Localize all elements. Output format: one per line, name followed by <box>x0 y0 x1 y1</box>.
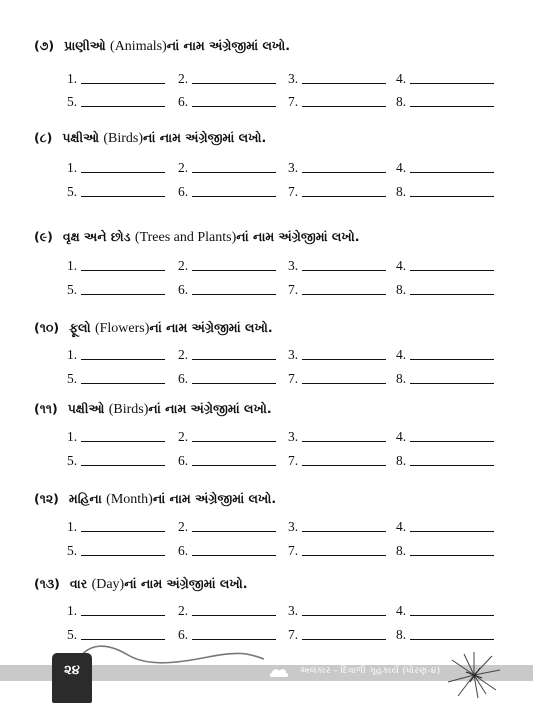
item-number: 4. <box>396 603 407 618</box>
item-number: 1. <box>67 603 78 618</box>
question-english: (Day) <box>91 577 125 592</box>
answer-blank[interactable] <box>81 531 165 532</box>
answer-item[interactable] <box>288 94 298 110</box>
answer-item[interactable] <box>396 347 406 363</box>
question-number: (૧૧) <box>34 401 58 416</box>
answer-blank[interactable] <box>410 555 494 556</box>
item-number: 3. <box>288 603 299 618</box>
answer-blank[interactable] <box>410 83 494 84</box>
answer-blank[interactable] <box>192 615 276 616</box>
answer-item[interactable] <box>396 258 406 274</box>
answer-item[interactable] <box>178 160 188 176</box>
answer-blank[interactable] <box>302 555 386 556</box>
item-number: 7. <box>288 627 299 642</box>
answer-item[interactable] <box>67 519 77 535</box>
item-number: 6. <box>178 94 189 109</box>
item-number: 7. <box>288 371 299 386</box>
page-number-badge <box>52 653 92 703</box>
item-number: 5. <box>67 94 78 109</box>
answer-blank[interactable] <box>302 294 386 295</box>
answer-item[interactable] <box>178 184 188 200</box>
answer-item[interactable] <box>288 429 298 445</box>
answer-item[interactable] <box>178 347 188 363</box>
answer-item[interactable] <box>396 94 406 110</box>
item-number: 7. <box>288 184 299 199</box>
question-number: (૭) <box>34 38 55 53</box>
answer-blank[interactable] <box>410 270 494 271</box>
answer-item[interactable] <box>396 453 406 469</box>
item-number: 8. <box>396 184 407 199</box>
item-number: 2. <box>178 429 189 444</box>
answer-blank[interactable] <box>81 555 165 556</box>
answer-blank[interactable] <box>192 465 276 466</box>
item-number: 5. <box>67 371 78 386</box>
answer-item[interactable] <box>178 71 188 87</box>
question-number: (૧૦) <box>34 320 60 335</box>
answer-item[interactable] <box>288 160 298 176</box>
answer-blank[interactable] <box>81 294 165 295</box>
question-title <box>34 229 360 246</box>
answer-item[interactable] <box>396 160 406 176</box>
item-number: 5. <box>67 184 78 199</box>
answer-blank[interactable] <box>410 441 494 442</box>
question-prefix: ફૂલો <box>69 320 95 335</box>
answer-blank[interactable] <box>302 465 386 466</box>
answer-blank[interactable] <box>81 172 165 173</box>
answer-blank[interactable] <box>192 531 276 532</box>
question-number: (૧૨) <box>34 491 59 506</box>
answer-item[interactable] <box>288 282 298 298</box>
cloud-icon <box>268 667 290 679</box>
answer-item[interactable] <box>178 371 188 387</box>
answer-item[interactable] <box>396 71 406 87</box>
item-number: 1. <box>67 429 78 444</box>
item-number: 5. <box>67 453 78 468</box>
item-number: 3. <box>288 160 299 175</box>
answer-item[interactable] <box>288 71 298 87</box>
question-suffix: નાં નામ અંગ્રેજીમાં લખો. <box>152 491 277 506</box>
item-number: 1. <box>67 71 78 86</box>
answer-item[interactable] <box>288 371 298 387</box>
answer-item[interactable] <box>396 543 406 559</box>
answer-blank[interactable] <box>302 196 386 197</box>
answer-blank[interactable] <box>302 359 386 360</box>
answer-row <box>0 453 533 469</box>
question-title <box>34 401 272 418</box>
item-number: 8. <box>396 543 407 558</box>
answer-row <box>0 94 533 110</box>
page-number: ૨૪ <box>64 663 80 678</box>
answer-item[interactable] <box>396 627 406 643</box>
answer-item[interactable] <box>288 543 298 559</box>
item-number: 1. <box>67 160 78 175</box>
answer-item[interactable] <box>178 453 188 469</box>
sparkle-burst-icon <box>444 650 504 700</box>
answer-blank[interactable] <box>410 196 494 197</box>
item-number: 5. <box>67 282 78 297</box>
question-suffix: નાં નામ અંગ્રેજીમાં લખો. <box>148 401 272 416</box>
answer-item[interactable] <box>288 184 298 200</box>
answer-blank[interactable] <box>302 383 386 384</box>
item-number: 5. <box>67 627 78 642</box>
answer-row <box>0 282 533 298</box>
answer-blank[interactable] <box>410 294 494 295</box>
item-number: 3. <box>288 71 299 86</box>
item-number: 6. <box>178 282 189 297</box>
answer-item[interactable] <box>178 258 188 274</box>
answer-item[interactable] <box>288 347 298 363</box>
answer-item[interactable] <box>396 603 406 619</box>
answer-item[interactable] <box>67 347 77 363</box>
question-prefix: પ્રાણીઓ <box>64 38 111 53</box>
answer-blank[interactable] <box>410 615 494 616</box>
question-english: (Animals) <box>110 39 167 54</box>
answer-blank[interactable] <box>192 441 276 442</box>
answer-blank[interactable] <box>81 615 165 616</box>
item-number: 4. <box>396 258 407 273</box>
answer-blank[interactable] <box>192 106 276 107</box>
answer-blank[interactable] <box>192 172 276 173</box>
answer-row <box>0 184 533 200</box>
answer-blank[interactable] <box>81 359 165 360</box>
answer-item[interactable] <box>396 519 406 535</box>
answer-item[interactable] <box>178 543 188 559</box>
answer-blank[interactable] <box>192 270 276 271</box>
question-prefix: પક્ષીઓ <box>62 130 104 145</box>
answer-item[interactable] <box>67 543 77 559</box>
item-number: 4. <box>396 347 407 362</box>
question-prefix: મહિના <box>68 491 107 506</box>
item-number: 7. <box>288 543 299 558</box>
item-number: 5. <box>67 543 78 558</box>
item-number: 8. <box>396 371 407 386</box>
footer-title: અલંકાર - દિવાળી ગૃહકાર્ય (ધોરણ-૪) <box>300 666 441 676</box>
answer-row <box>0 543 533 559</box>
answer-blank[interactable] <box>81 83 165 84</box>
answer-blank[interactable] <box>302 106 386 107</box>
answer-row <box>0 258 533 274</box>
answer-blank[interactable] <box>302 441 386 442</box>
answer-blank[interactable] <box>410 172 494 173</box>
item-number: 4. <box>396 519 407 534</box>
item-number: 2. <box>178 258 189 273</box>
answer-blank[interactable] <box>192 383 276 384</box>
answer-item[interactable] <box>178 94 188 110</box>
item-number: 2. <box>178 519 189 534</box>
item-number: 6. <box>178 543 189 558</box>
answer-item[interactable] <box>67 184 77 200</box>
answer-blank[interactable] <box>81 465 165 466</box>
item-number: 2. <box>178 347 189 362</box>
item-number: 2. <box>178 160 189 175</box>
answer-item[interactable] <box>67 453 77 469</box>
question-english: (Flowers) <box>94 321 150 336</box>
item-number: 6. <box>178 453 189 468</box>
answer-blank[interactable] <box>302 83 386 84</box>
answer-blank[interactable] <box>410 465 494 466</box>
item-number: 7. <box>288 94 299 109</box>
question-prefix: વૃક્ષ અને છોડ <box>62 229 135 244</box>
answer-row <box>0 519 533 535</box>
answer-blank[interactable] <box>192 196 276 197</box>
question-title <box>34 320 273 337</box>
question-english: (Trees and Plants) <box>134 230 237 245</box>
item-number: 8. <box>396 627 407 642</box>
answer-item[interactable] <box>67 282 77 298</box>
answer-row <box>0 160 533 176</box>
question-title <box>34 38 290 55</box>
item-number: 3. <box>288 429 299 444</box>
question-title <box>34 576 247 593</box>
item-number: 4. <box>396 160 407 175</box>
item-number: 8. <box>396 282 407 297</box>
answer-blank[interactable] <box>192 83 276 84</box>
answer-item[interactable] <box>178 429 188 445</box>
answer-item[interactable] <box>67 371 77 387</box>
answer-row <box>0 429 533 445</box>
answer-item[interactable] <box>396 282 406 298</box>
item-number: 1. <box>67 347 78 362</box>
answer-item[interactable] <box>67 160 77 176</box>
answer-item[interactable] <box>67 94 77 110</box>
item-number: 1. <box>67 258 78 273</box>
item-number: 8. <box>396 94 407 109</box>
answer-item[interactable] <box>67 603 77 619</box>
question-prefix: પક્ષીઓ <box>67 401 109 416</box>
answer-blank[interactable] <box>81 441 165 442</box>
answer-item[interactable] <box>67 429 77 445</box>
question-english: (Month) <box>106 492 153 507</box>
answer-item[interactable] <box>67 258 77 274</box>
answer-blank[interactable] <box>302 270 386 271</box>
answer-blank[interactable] <box>302 172 386 173</box>
answer-item[interactable] <box>396 184 406 200</box>
item-number: 7. <box>288 282 299 297</box>
answer-item[interactable] <box>288 627 298 643</box>
item-number: 6. <box>178 627 189 642</box>
item-number: 3. <box>288 519 299 534</box>
answer-item[interactable] <box>288 453 298 469</box>
answer-blank[interactable] <box>410 106 494 107</box>
answer-item[interactable] <box>178 603 188 619</box>
question-prefix: વાર <box>69 576 92 591</box>
question-number: (૯) <box>34 229 53 244</box>
question-number: (૮) <box>34 130 53 145</box>
answer-blank[interactable] <box>410 383 494 384</box>
answer-item[interactable] <box>178 282 188 298</box>
answer-item[interactable] <box>288 519 298 535</box>
question-english: (Birds) <box>103 131 143 146</box>
answer-item[interactable] <box>396 429 406 445</box>
answer-item[interactable] <box>178 519 188 535</box>
item-number: 3. <box>288 258 299 273</box>
answer-row <box>0 347 533 363</box>
item-number: 6. <box>178 184 189 199</box>
item-number: 4. <box>396 71 407 86</box>
answer-row <box>0 371 533 387</box>
answer-blank[interactable] <box>410 359 494 360</box>
answer-blank[interactable] <box>81 106 165 107</box>
answer-blank[interactable] <box>192 359 276 360</box>
answer-blank[interactable] <box>410 531 494 532</box>
answer-blank[interactable] <box>302 531 386 532</box>
answer-blank[interactable] <box>192 294 276 295</box>
answer-item[interactable] <box>67 71 77 87</box>
question-suffix: નાં નામ અંગ્રેજીમાં લખો. <box>143 130 267 145</box>
answer-blank[interactable] <box>81 196 165 197</box>
answer-item[interactable] <box>288 603 298 619</box>
item-number: 6. <box>178 371 189 386</box>
question-suffix: નાં નામ અંગ્રેજીમાં લખો. <box>166 38 291 53</box>
answer-blank[interactable] <box>302 639 386 640</box>
item-number: 2. <box>178 603 189 618</box>
question-suffix: નાં નામ અંગ્રેજીમાં લખો. <box>236 229 360 244</box>
answer-blank[interactable] <box>192 555 276 556</box>
question-english: (Birds) <box>108 402 149 417</box>
answer-row <box>0 603 533 619</box>
question-title <box>34 130 266 147</box>
question-suffix: નાં નામ અંગ્રેજીમાં લખો. <box>124 576 248 591</box>
item-number: 1. <box>67 519 78 534</box>
item-number: 4. <box>396 429 407 444</box>
answer-blank[interactable] <box>81 270 165 271</box>
item-number: 2. <box>178 71 189 86</box>
answer-item[interactable] <box>396 371 406 387</box>
answer-row <box>0 71 533 87</box>
answer-blank[interactable] <box>410 639 494 640</box>
answer-blank[interactable] <box>302 615 386 616</box>
item-number: 7. <box>288 453 299 468</box>
answer-item[interactable] <box>288 258 298 274</box>
item-number: 8. <box>396 453 407 468</box>
question-suffix: નાં નામ અંગ્રેજીમાં લખો. <box>149 320 273 335</box>
item-number: 3. <box>288 347 299 362</box>
question-number: (૧૩) <box>34 576 60 591</box>
answer-blank[interactable] <box>81 383 165 384</box>
question-title <box>34 491 276 508</box>
